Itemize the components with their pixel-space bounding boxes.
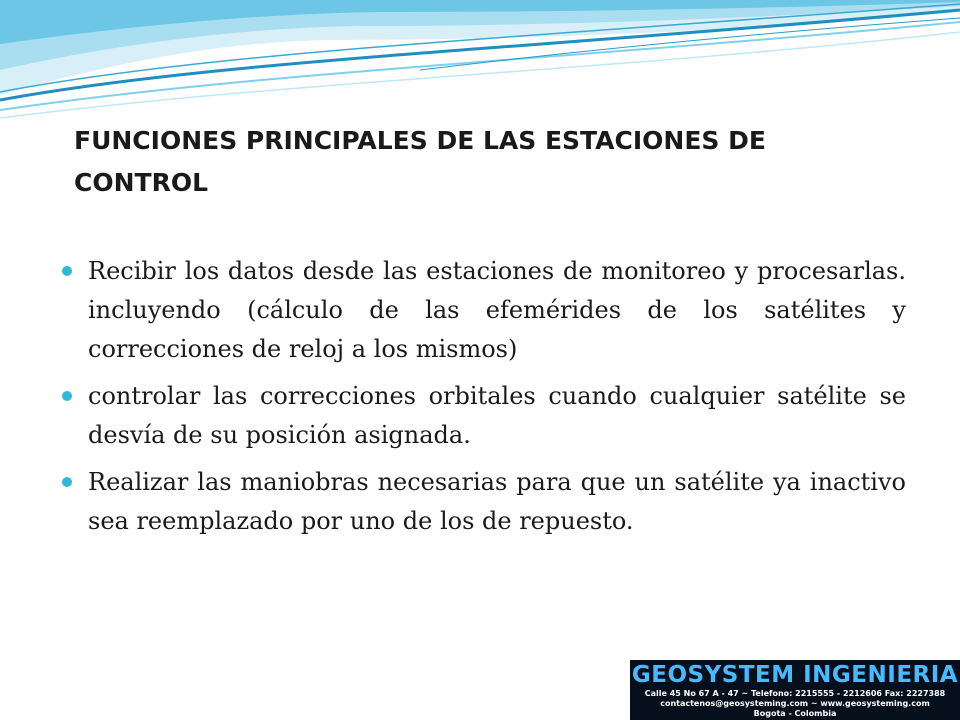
- bullet-icon: [62, 477, 72, 487]
- bullet-item: [60, 463, 906, 541]
- company-logo-banner: [630, 660, 960, 720]
- company-name: GEOSYSTEM INGENIERIA: [631, 662, 959, 688]
- company-address: Calle 45 No 67 A - 47 ~ Telefono: 2215555 - 2212606 Fax: 2227388: [644, 689, 946, 698]
- bullet-item: [60, 377, 906, 455]
- bullet-text: Realizar las maniobras necesarias para que un satélite ya inactivo sea reemplazado por uno de los de repuesto.: [88, 468, 906, 535]
- company-contact: contactenos@geosysteming.com ~ www.geosysteming.com: [660, 699, 930, 708]
- bullet-text: Recibir los datos desde las estaciones de monitoreo y procesarlas. incluyendo (cálculo de las efemérides de los satélites y correcciones de reloj a los mismos): [88, 257, 906, 363]
- decorative-wave-header: [0, 0, 960, 130]
- bullet-icon: [62, 391, 72, 401]
- company-location: Bogota - Colombia: [753, 709, 837, 718]
- bullet-icon: [62, 266, 72, 276]
- bullet-list: [60, 252, 906, 549]
- bullet-text: controlar las correcciones orbitales cuando cualquier satélite se desvía de su posición asignada.: [88, 382, 906, 449]
- bullet-item: [60, 252, 906, 369]
- slide-title: FUNCIONES PRINCIPALES DE LAS ESTACIONES DE CONTROL: [74, 126, 766, 197]
